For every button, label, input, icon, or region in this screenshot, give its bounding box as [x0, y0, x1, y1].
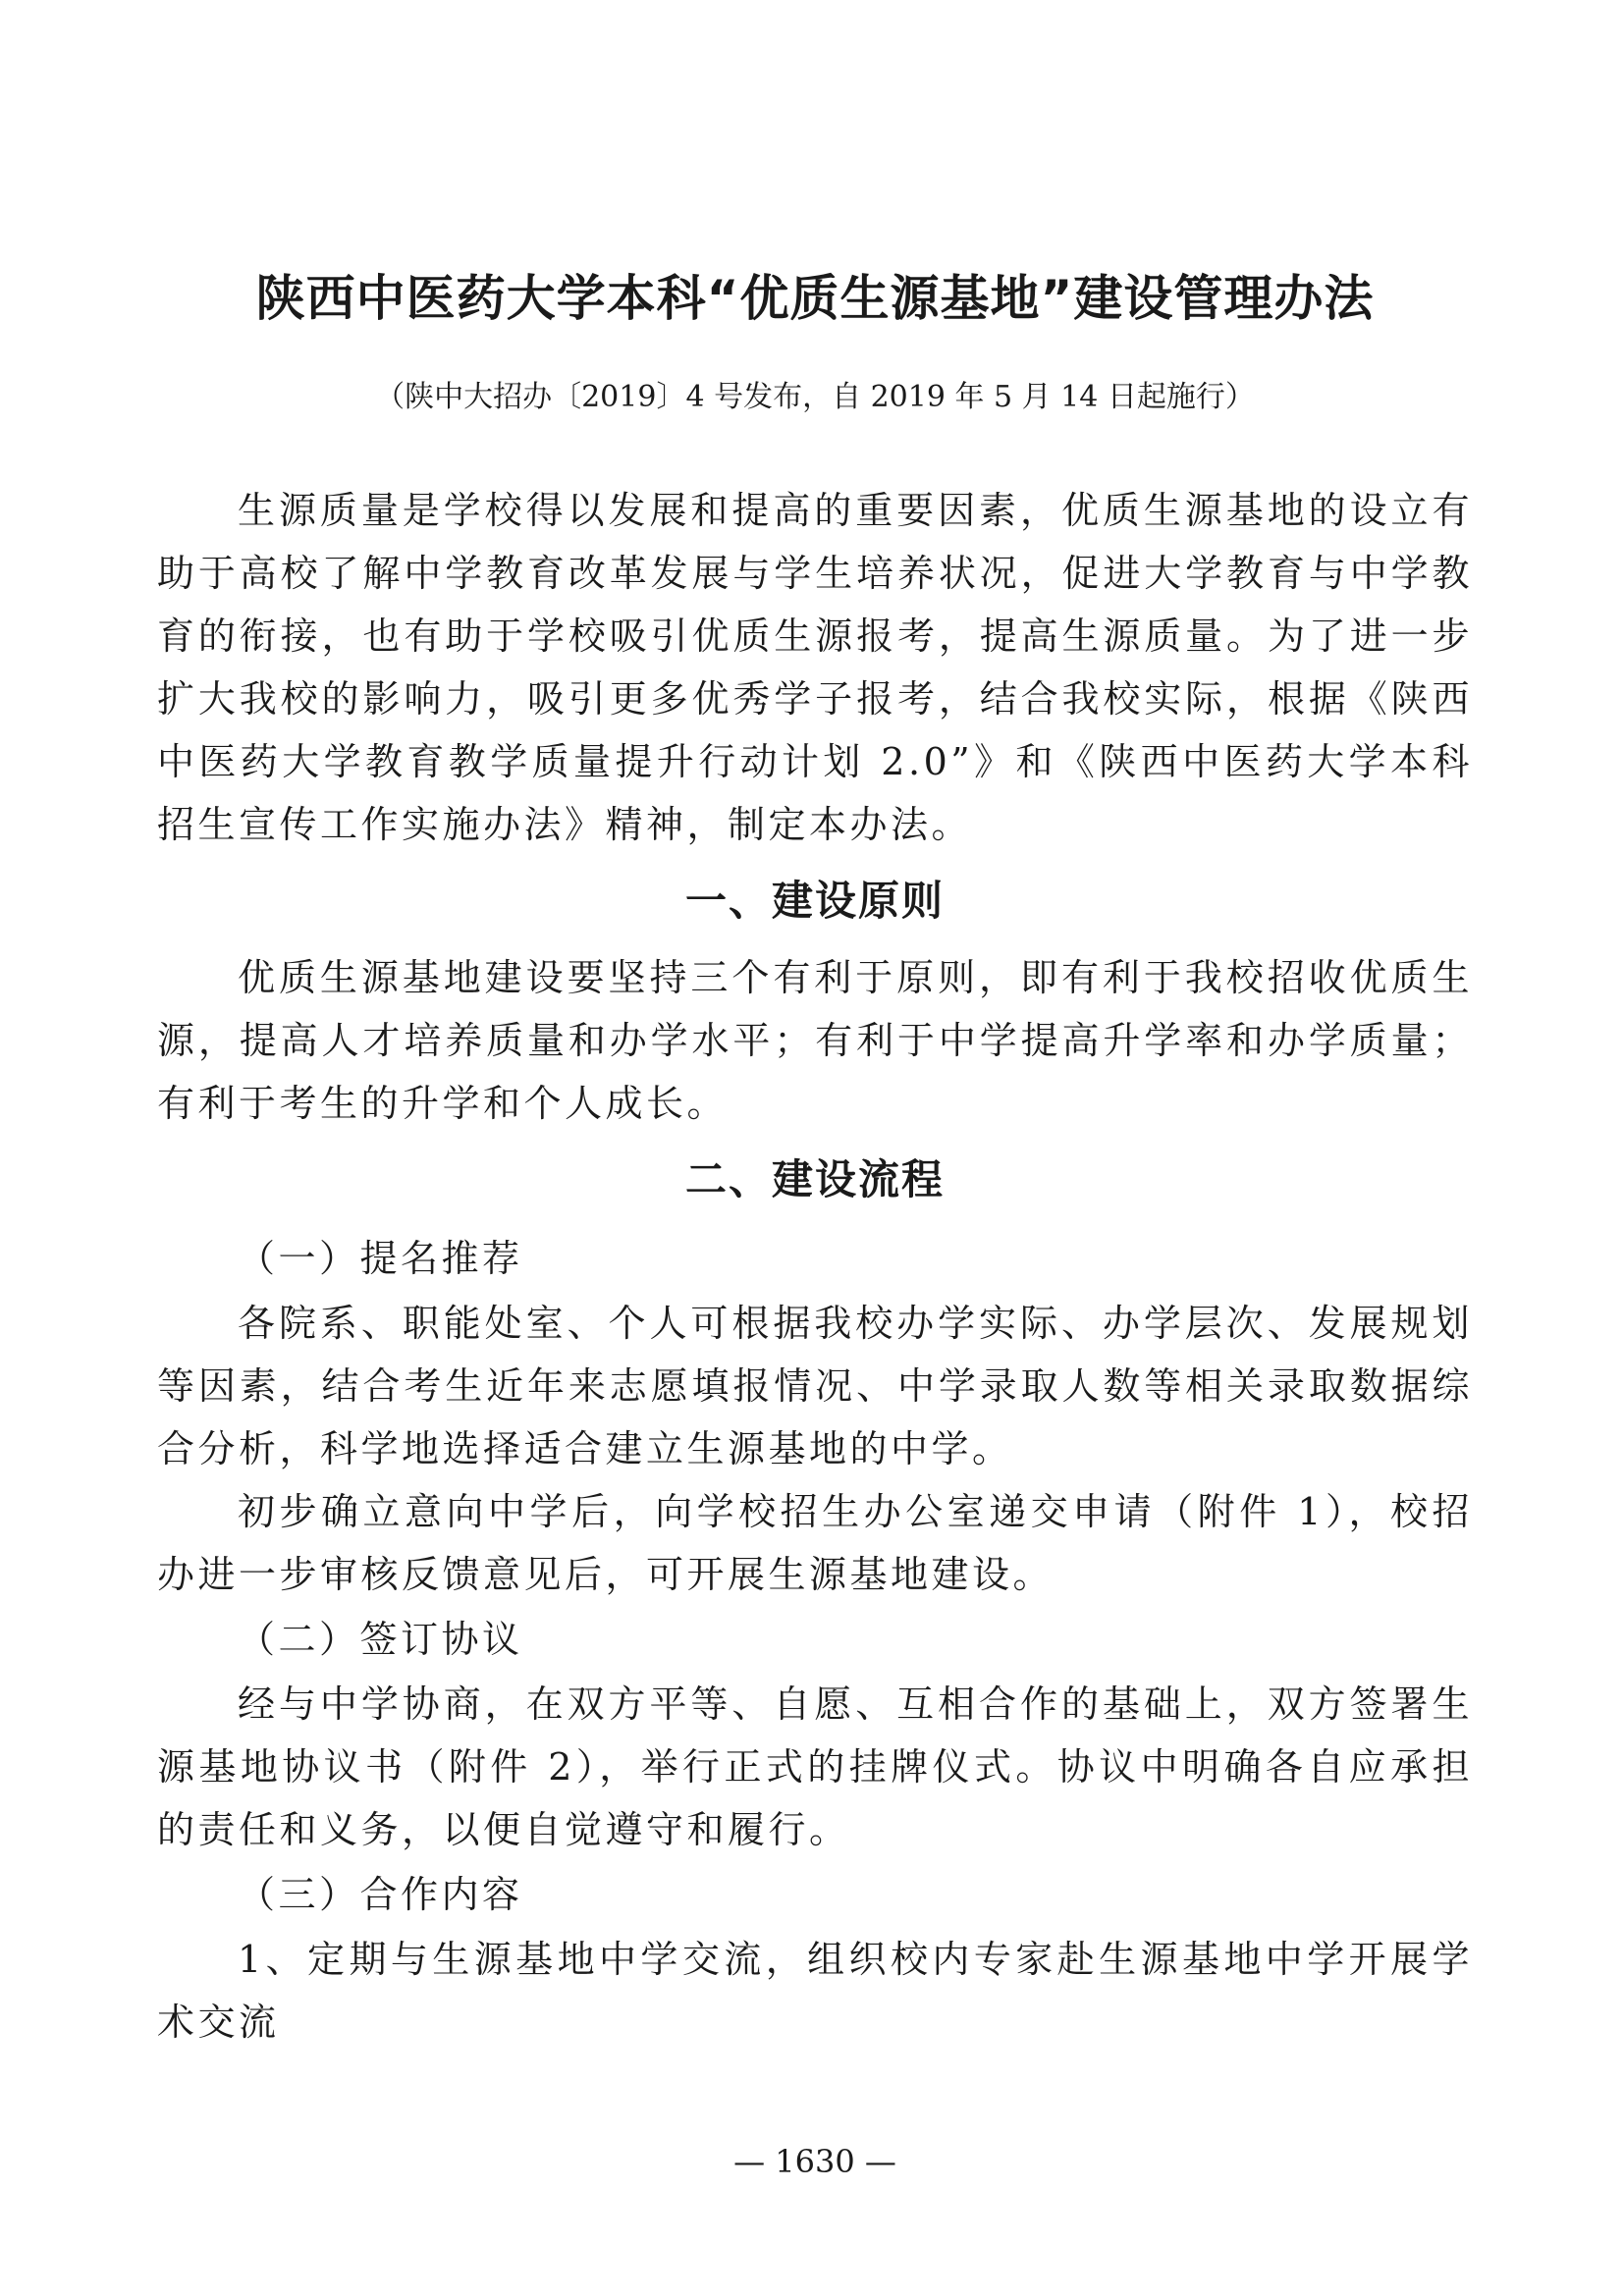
nomination-paragraph-2: 初步确立意向中学后，向学校招生办公室递交申请（附件 1），校招办进一步审核反馈意见后，可开展生源基地建设。 — [157, 1490, 1473, 1596]
section-heading-process: 二、建设流程 — [684, 1155, 945, 1203]
document-subtitle: （陕中大招办〔2019〕4 号发布，自 2019 年 5 月 14 日起施行） — [375, 380, 1255, 414]
agreement-paragraph: 经与中学协商，在双方平等、自愿、互相合作的基础上，双方签署生源基地协议书（附件 2），举行正式的挂牌仪式。协议中明确各自应承担的责任和义务，以便自觉遵守和履行。 — [157, 1682, 1473, 1851]
subsection-heading-agreement: （二）签订协议 — [238, 1618, 523, 1661]
principles-paragraph: 优质生源基地建设要坚持三个有利于原则，即有利于我校招收优质生源，提高人才培养质量和办学水平；有利于中学提高升学率和办学质量；有利于考生的升学和个人成长。 — [157, 956, 1473, 1125]
intro-paragraph: 生源质量是学校得以发展和提高的重要因素，优质生源基地的设立有助于高校了解中学教育改革发展与学生培养状况，促进大学教育与中学教育的衔接，也有助于学校吸引优质生源报考，提高生源质量。为了进一步扩大我校的影响力，吸引更多优秀学子报考，结合我校实际，根据《陕西中医药大学教育教学质量提升行动计划 2.0”》和《陕西中医药大学本科招生宣传工作实施办法》精神，制定本办法。 — [157, 489, 1473, 846]
document-page — [157, 0, 1473, 2296]
section-heading-principles: 一、建设原则 — [684, 877, 945, 925]
subsection-heading-nomination: （一）提名推荐 — [238, 1237, 523, 1280]
document-title: 陕西中医药大学本科“优质生源基地”建设管理办法 — [255, 270, 1375, 327]
page-number: — 1630 — — [733, 2143, 896, 2180]
nomination-paragraph-1: 各院系、职能处室、个人可根据我校办学实际、办学层次、发展规划等因素，结合考生近年来志愿填报情况、中学录取人数等相关录取数据综合分析，科学地选择适合建立生源基地的中学。 — [157, 1302, 1473, 1470]
subsection-heading-cooperation: （三）合作内容 — [238, 1873, 523, 1916]
cooperation-item-1: 1、定期与生源基地中学交流，组织校内专家赴生源基地中学开展学术交流 — [157, 1938, 1473, 2044]
document-body — [157, 479, 1473, 2054]
